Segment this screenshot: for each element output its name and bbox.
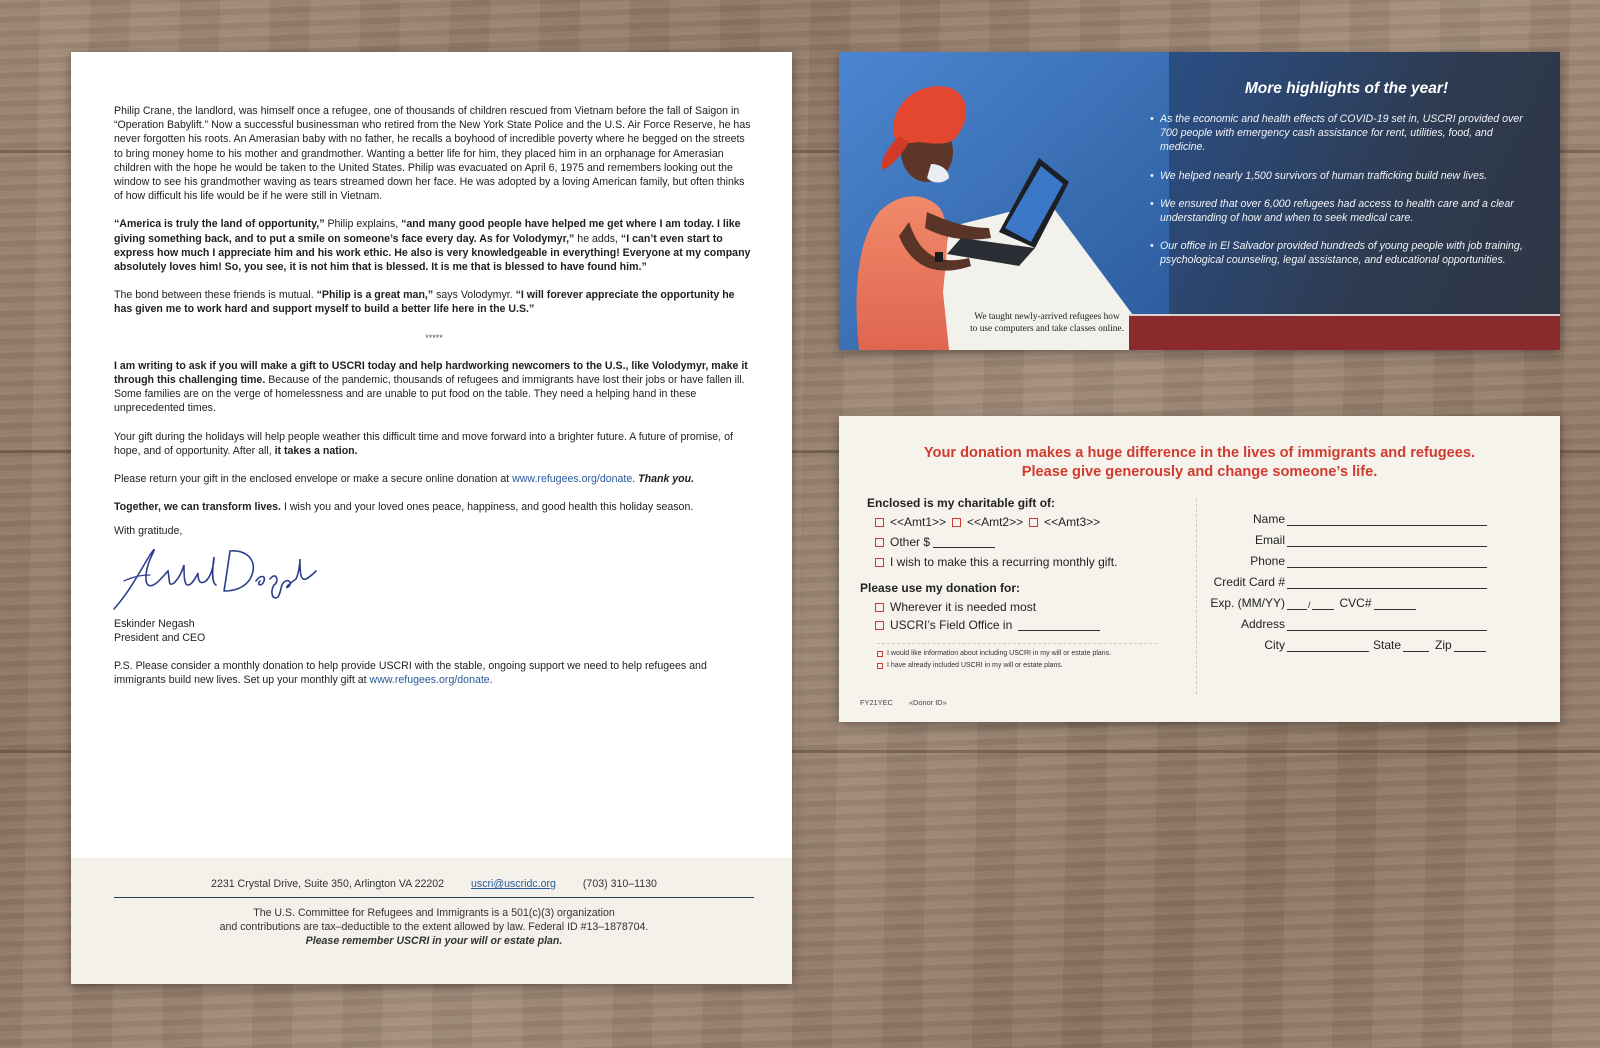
amount-options: [875, 515, 1100, 529]
paragraph-holiday-gift: Your gift during the holidays will help people weather this difficult time and move forward into a brighter future. A future of promise, of hope, and of opportunity. After all, it takes a nation.: [114, 430, 733, 457]
phone-field: Phone: [1223, 554, 1487, 568]
state-label: State: [1373, 638, 1402, 652]
exp-month-input[interactable]: [1287, 598, 1307, 610]
fine-print-rule: [877, 643, 1157, 644]
recurring-option: I wish to make this a recurring monthly gift.: [875, 555, 1117, 569]
city-input[interactable]: [1287, 640, 1369, 652]
footer-address: 2231 Crystal Drive, Suite 350, Arlington VA 22202: [211, 878, 445, 890]
field-office-field[interactable]: [1018, 620, 1100, 631]
letter-body: [114, 104, 754, 701]
highlights-list: [1150, 112, 1540, 282]
amt3-label: <<Amt3>>: [1044, 515, 1101, 529]
highlight-item: • Our office in El Salvador provided hundreds of young people with job training, psychological counseling, legal assistance, and educational opportunities.: [1150, 239, 1540, 267]
legal-line-2: and contributions are tax–deductible to the extent allowed by law. Federal ID #13–1878704.: [219, 921, 649, 933]
footer-contact: [114, 878, 754, 898]
city-state-zip-field: City State Zip: [1223, 638, 1486, 652]
recurring-checkbox[interactable]: [875, 558, 884, 567]
paragraph-transform: Together, we can transform lives. I wish you and your loved ones peace, happiness, and good health this holiday season.: [114, 501, 694, 514]
other-amount-field[interactable]: [933, 537, 995, 548]
signer-name: Eskinder Negash: [114, 617, 195, 630]
credit-card-field: Credit Card #: [1193, 575, 1487, 589]
phone-input[interactable]: [1287, 556, 1487, 568]
footer-email[interactable]: uscri@uscridc.org: [471, 878, 556, 890]
paragraph-friendship: The bond between these friends is mutual. “Philip is a great man,” says Volodymyr. “I will forever appreciate the opportunity he has given me to work hard and support myself to build a better life here in the U.S.”: [114, 289, 735, 316]
donate-link[interactable]: www.refugees.org/donate: [512, 473, 633, 486]
gift-label: Enclosed is my charitable gift of:: [867, 496, 1056, 510]
tracking-codes: [860, 698, 961, 707]
donor-id: «Donor ID»: [908, 698, 947, 707]
highlight-item: • We helped nearly 1,500 survivors of human trafficking build new lives.: [1150, 169, 1540, 183]
credit-card-input[interactable]: [1287, 577, 1487, 589]
amt1-label: <<Amt1>>: [890, 515, 947, 529]
refugee-laptop-photo: [839, 52, 1169, 350]
highlight-item: • We ensured that over 6,000 refugees had access to health care and a clear understanding of how and when to seek medical care.: [1150, 197, 1540, 225]
use-needed-option: Wherever it is needed most: [875, 600, 1036, 614]
section-separator: *****: [425, 332, 443, 343]
postscript: P.S. Please consider a monthly donation to help provide USCRI with the stable, ongoing support we need to help refugees and immigrants build new lives. Set up your monthly gift at www.refugees.org/donate.: [114, 660, 707, 687]
signature-block: [114, 524, 754, 645]
paragraph-philip-story: Philip Crane, the landlord, was himself once a refugee, one of thousands of children rescued from Vietnam before the fall of Saigon in “Operation Babylift.” Now a successful businessman who retired from the New York State Police and the U.S. Air Force Reserve, he has never forgotten his roots. An Amerasian baby with no father, he recalls a boyhood of incredible poverty where he begged on the streets to bring money home to his mother and grandmother. Wanting a better life for him, they placed him in an orphanage for Amerasian children with the hope he would be taken to the United States. Philip was evacuated on April 6, 1975 and remembers looking out the window to see his grandmother waving as tears streamed down her face. He was adopted by a loving American family, but often thinks of how difficult his life would be if he were still in Vietnam.: [114, 105, 751, 203]
photo-caption: We taught newly-arrived refugees how to use computers and take classes online.: [970, 312, 1124, 334]
use-needed-checkbox[interactable]: [875, 603, 884, 612]
address-field: Address: [1223, 617, 1487, 631]
signer-title: President and CEO: [114, 631, 206, 644]
field-office-checkbox[interactable]: [875, 621, 884, 630]
zip-label: Zip: [1435, 638, 1452, 652]
other-amount-checkbox[interactable]: [875, 538, 884, 547]
amt3-checkbox[interactable]: [1029, 518, 1038, 527]
use-label: Please use my donation for:: [860, 581, 1021, 595]
cvc-input[interactable]: [1374, 598, 1416, 610]
email-field: Email: [1223, 533, 1487, 547]
amt1-checkbox[interactable]: [875, 518, 884, 527]
highlight-item: • As the economic and health effects of COVID-19 set in, USCRI provided over 700 people with emergency cash assistance for rent, utilities, food, and medicine.: [1150, 112, 1540, 155]
will-info-option: I would like information about including USCRI in my will or estate plans.: [877, 650, 1111, 657]
amt2-label: <<Amt2>>: [967, 515, 1024, 529]
reply-headline: Your donation makes a huge difference in the lives of immigrants and refugees. Please give generously and change someone’s life.: [923, 445, 1476, 480]
will-info-checkbox[interactable]: [877, 651, 883, 657]
other-amount-option: Other $: [875, 535, 995, 549]
name-field: Name: [1223, 512, 1487, 526]
monthly-gift-link[interactable]: www.refugees.org/donate: [369, 674, 490, 687]
legal-line-1: The U.S. Committee for Refugees and Immigrants is a 501(c)(3) organization: [253, 907, 615, 919]
exp-year-input[interactable]: [1312, 598, 1334, 610]
red-accent-bar: [1129, 314, 1560, 350]
paragraph-philip-quote: “America is truly the land of opportunity,” Philip explains, “and many good people have helped me get where I am today. I like giving something back, and to put a smile on someone’s face every day. As for Volodymyr,” he adds, “I can’t even start to express how much I appreciate him and his work ethic. He also is very knowledgeable in everything! Everyone at my company absolutely loves him! So, you see, it is not him that is blessed. It is me that is blessed to have found him.”: [114, 218, 751, 274]
estate-plan-note: Please remember USCRI in your will or estate plan.: [305, 935, 563, 947]
letter-footer: [71, 858, 792, 984]
email-input[interactable]: [1287, 535, 1487, 547]
highlights-card: [839, 52, 1560, 350]
expiration-field: Exp. (MM/YY) / CVC#: [1193, 596, 1416, 610]
address-input[interactable]: [1287, 619, 1487, 631]
footer-legal: [114, 906, 754, 948]
name-input[interactable]: [1287, 514, 1487, 526]
zip-input[interactable]: [1454, 640, 1486, 652]
donation-reply-card: [839, 416, 1560, 722]
footer-phone: (703) 310–1130: [582, 878, 657, 890]
state-input[interactable]: [1403, 640, 1429, 652]
already-included-checkbox[interactable]: [877, 663, 883, 669]
paragraph-return-gift: Please return your gift in the enclosed envelope or make a secure online donation at www.refugees.org/donate. Thank you.: [114, 473, 695, 486]
closing: With gratitude,: [114, 525, 183, 538]
signature-image: [110, 541, 320, 615]
amt2-checkbox[interactable]: [952, 518, 961, 527]
appeal-code: FY21YEC: [860, 698, 893, 707]
paragraph-ask: I am writing to ask if you will make a gift to USCRI today and help hardworking newcomers to the U.S., like Volodymyr, make it through this challenging time. Because of the pandemic, thousands of refugees and immigrants have lost their jobs or have fallen ill. Some families are on the verge of homelessness and are unable to put food on the table. They need a helping hand in these unprecedented times.: [114, 359, 748, 415]
highlights-title: More highlights of the year!: [1244, 80, 1449, 97]
cvc-label: CVC#: [1339, 596, 1372, 610]
field-office-option: USCRI’s Field Office in: [875, 618, 1100, 632]
already-included-option: I have already included USCRI in my will or estate plans.: [877, 662, 1063, 669]
appeal-letter: [71, 52, 792, 984]
